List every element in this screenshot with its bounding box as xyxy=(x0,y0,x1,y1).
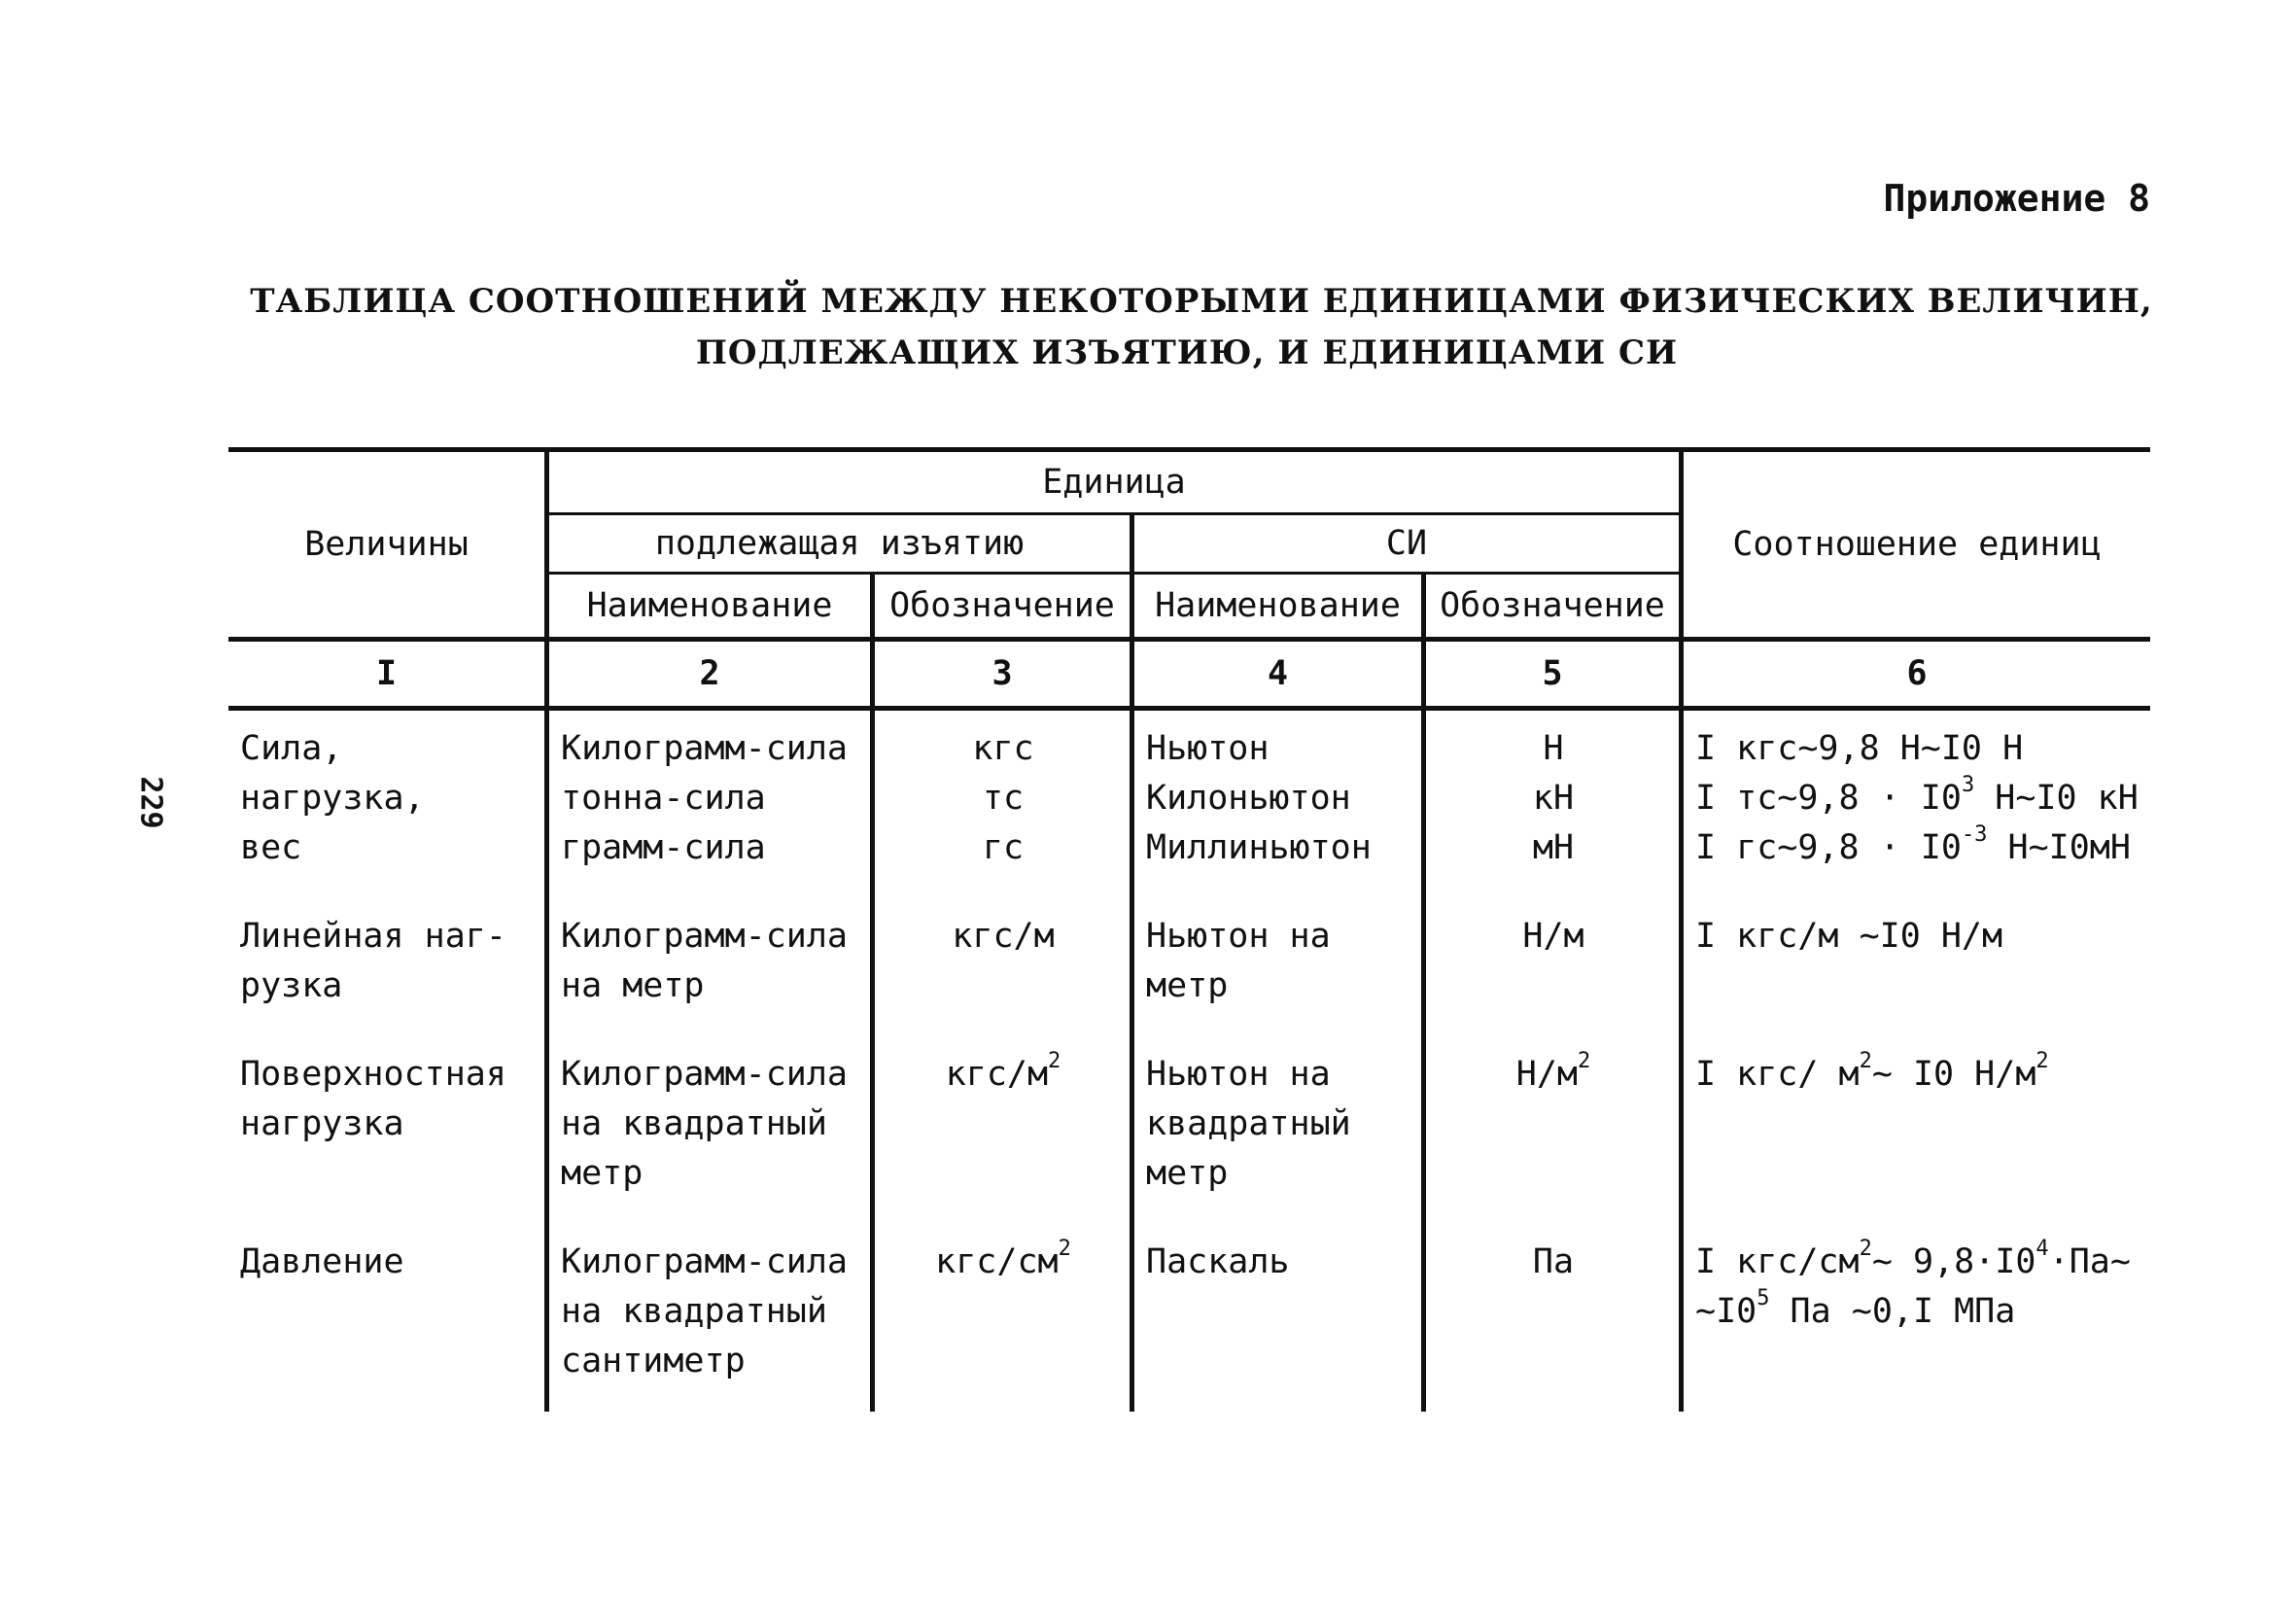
col-number: I xyxy=(228,640,547,709)
quantity-cell-line: Давление xyxy=(240,1242,404,1281)
old-symbol-cell-line: кгс xyxy=(972,729,1034,768)
old-symbol-cell-line: тс xyxy=(982,779,1025,818)
si-name-cell xyxy=(1132,1224,1424,1412)
quantity-cell-line: нагрузка xyxy=(240,1104,404,1143)
old-name-cell-line: Килограмм-сила xyxy=(561,917,849,956)
si-symbol-cell-line: Н/м xyxy=(1522,917,1584,956)
old-name-cell-line: грамм-сила xyxy=(561,828,766,867)
old-symbol-cell-line: гс xyxy=(982,828,1025,867)
old-symbol-cell-line: кгс/$см^2$ xyxy=(935,1237,1071,1281)
old-symbol-cell xyxy=(873,709,1132,899)
old-symbol-cell-line: кгс/м xyxy=(952,917,1055,956)
ratio-cell-line: I кгс~9,8 Н~I0 Н xyxy=(1695,729,2024,768)
ratio-cell-line: I кгс/ $м^2\sim$ I0 $Н/м^2$ xyxy=(1695,1049,2049,1094)
quantity-cell-line: Линейная наг- xyxy=(240,917,506,956)
old-name-cell xyxy=(547,898,873,1036)
si-name-cell-line: Килоньютон xyxy=(1146,779,1351,818)
ratio-cell-line: I кгс/м ~I0 Н/м xyxy=(1695,917,2003,956)
old-symbol-cell xyxy=(873,1036,1132,1224)
quantity-cell xyxy=(228,709,547,899)
conversion-table xyxy=(228,447,2150,1412)
old-name-cell-line: Килограмм-сила xyxy=(561,729,849,768)
old-name-cell-line: метр xyxy=(561,1154,644,1193)
header-si-designation: Обозначение xyxy=(1424,574,1682,640)
quantity-cell xyxy=(228,898,547,1036)
table-row xyxy=(228,1036,2150,1224)
si-name-cell xyxy=(1132,898,1424,1036)
si-name-cell xyxy=(1132,1036,1424,1224)
ratio-cell-line: I тс~9,8 · $I0^3$ Н~I0 кН xyxy=(1695,773,2139,818)
ratio-cell xyxy=(1682,709,2151,899)
si-name-cell-line: Миллиньютон xyxy=(1146,828,1372,867)
col-number: 4 xyxy=(1132,640,1424,709)
header-old-name: Наименование xyxy=(547,574,873,640)
old-name-cell xyxy=(547,1224,873,1412)
header-ratio: Соотношение единиц xyxy=(1682,450,2151,640)
header-si: СИ xyxy=(1132,514,1682,574)
si-name-cell-line: метр xyxy=(1146,966,1229,1005)
table-title-line-1: ТАБЛИЦА СООТНОШЕНИЙ МЕЖДУ НЕКОТОРЫМИ ЕДИНИЦАМИ ФИЗИЧЕСКИХ ВЕЛИЧИН, xyxy=(250,282,2153,321)
col-number: 2 xyxy=(547,640,873,709)
si-symbol-cell xyxy=(1424,709,1682,899)
old-symbol-cell xyxy=(873,1224,1132,1412)
old-symbol-cell-line: кгс/$м^2$ xyxy=(945,1049,1061,1094)
old-symbol-cell xyxy=(873,898,1132,1036)
old-name-cell xyxy=(547,1036,873,1224)
table-row xyxy=(228,1224,2150,1412)
ratio-cell-line: I гс~9,8 · $I0^{-3}$ Н~I0мН xyxy=(1695,822,2131,867)
si-symbol-cell xyxy=(1424,898,1682,1036)
header-unit: Единица xyxy=(547,450,1682,514)
header-old-designation: Обозначение xyxy=(873,574,1132,640)
table-row xyxy=(228,898,2150,1036)
old-name-cell-line: тонна-сила xyxy=(561,779,766,818)
si-symbol-cell xyxy=(1424,1224,1682,1412)
quantity-cell-line: Поверхностная xyxy=(240,1055,506,1094)
si-name-cell-line: Паскаль xyxy=(1146,1242,1290,1281)
quantity-cell-line: Сила, нагрузка, xyxy=(240,729,425,818)
ratio-cell-line: I кгс/$см^2\sim$ $9,8\cdot I0^4\cdot Па\sim$ xyxy=(1695,1237,2131,1281)
ratio-cell-line: $\sim I0^5$ Па ~0,I МПа xyxy=(1695,1286,2016,1331)
ratio-cell xyxy=(1682,898,2151,1036)
quantity-cell-line: рузка xyxy=(240,966,343,1005)
old-name-cell-line: на квадратный xyxy=(561,1104,827,1143)
ratio-cell xyxy=(1682,1224,2151,1412)
page-number: 229 xyxy=(133,776,168,829)
col-number: 6 xyxy=(1682,640,2151,709)
si-symbol-cell xyxy=(1424,1036,1682,1224)
old-name-cell-line: сантиметр xyxy=(561,1342,746,1380)
col-number: 5 xyxy=(1424,640,1682,709)
quantity-cell-line: вес xyxy=(240,828,302,867)
col-number: 3 xyxy=(873,640,1132,709)
si-name-cell-line: Ньютон на xyxy=(1146,1055,1331,1094)
si-symbol-cell-line: мН xyxy=(1532,828,1575,867)
quantity-cell xyxy=(228,1224,547,1412)
header-si-name: Наименование xyxy=(1132,574,1424,640)
old-name-cell-line: на метр xyxy=(561,966,705,1005)
si-name-cell-line: Ньютон xyxy=(1146,729,1270,768)
appendix-label: Приложение 8 xyxy=(1883,177,2150,220)
table-title-line-2: ПОДЛЕЖАЩИХ ИЗЪЯТИЮ, И ЕДИНИЦАМИ СИ xyxy=(695,333,1679,372)
header-quantities: Величины xyxy=(228,450,547,640)
table-row xyxy=(228,709,2150,899)
old-name-cell xyxy=(547,709,873,899)
si-name-cell-line: Ньютон на xyxy=(1146,917,1331,956)
old-name-cell-line: Килограмм-сила xyxy=(561,1242,849,1281)
si-symbol-cell-line: Па xyxy=(1532,1242,1575,1281)
si-name-cell xyxy=(1132,709,1424,899)
si-symbol-cell-line: Н xyxy=(1543,729,1564,768)
si-symbol-cell-line: $Н/м^2$ xyxy=(1515,1049,1591,1094)
old-name-cell-line: Килограмм-сила xyxy=(561,1055,849,1094)
old-name-cell-line: на квадратный xyxy=(561,1292,827,1331)
si-name-cell-line: метр xyxy=(1146,1154,1229,1193)
si-name-cell-line: квадратный xyxy=(1146,1104,1351,1143)
quantity-cell xyxy=(228,1036,547,1224)
header-to-withdraw: подлежащая изъятию xyxy=(547,514,1132,574)
si-symbol-cell-line: кН xyxy=(1532,779,1575,818)
column-number-row xyxy=(228,640,2150,709)
ratio-cell xyxy=(1682,1036,2151,1224)
